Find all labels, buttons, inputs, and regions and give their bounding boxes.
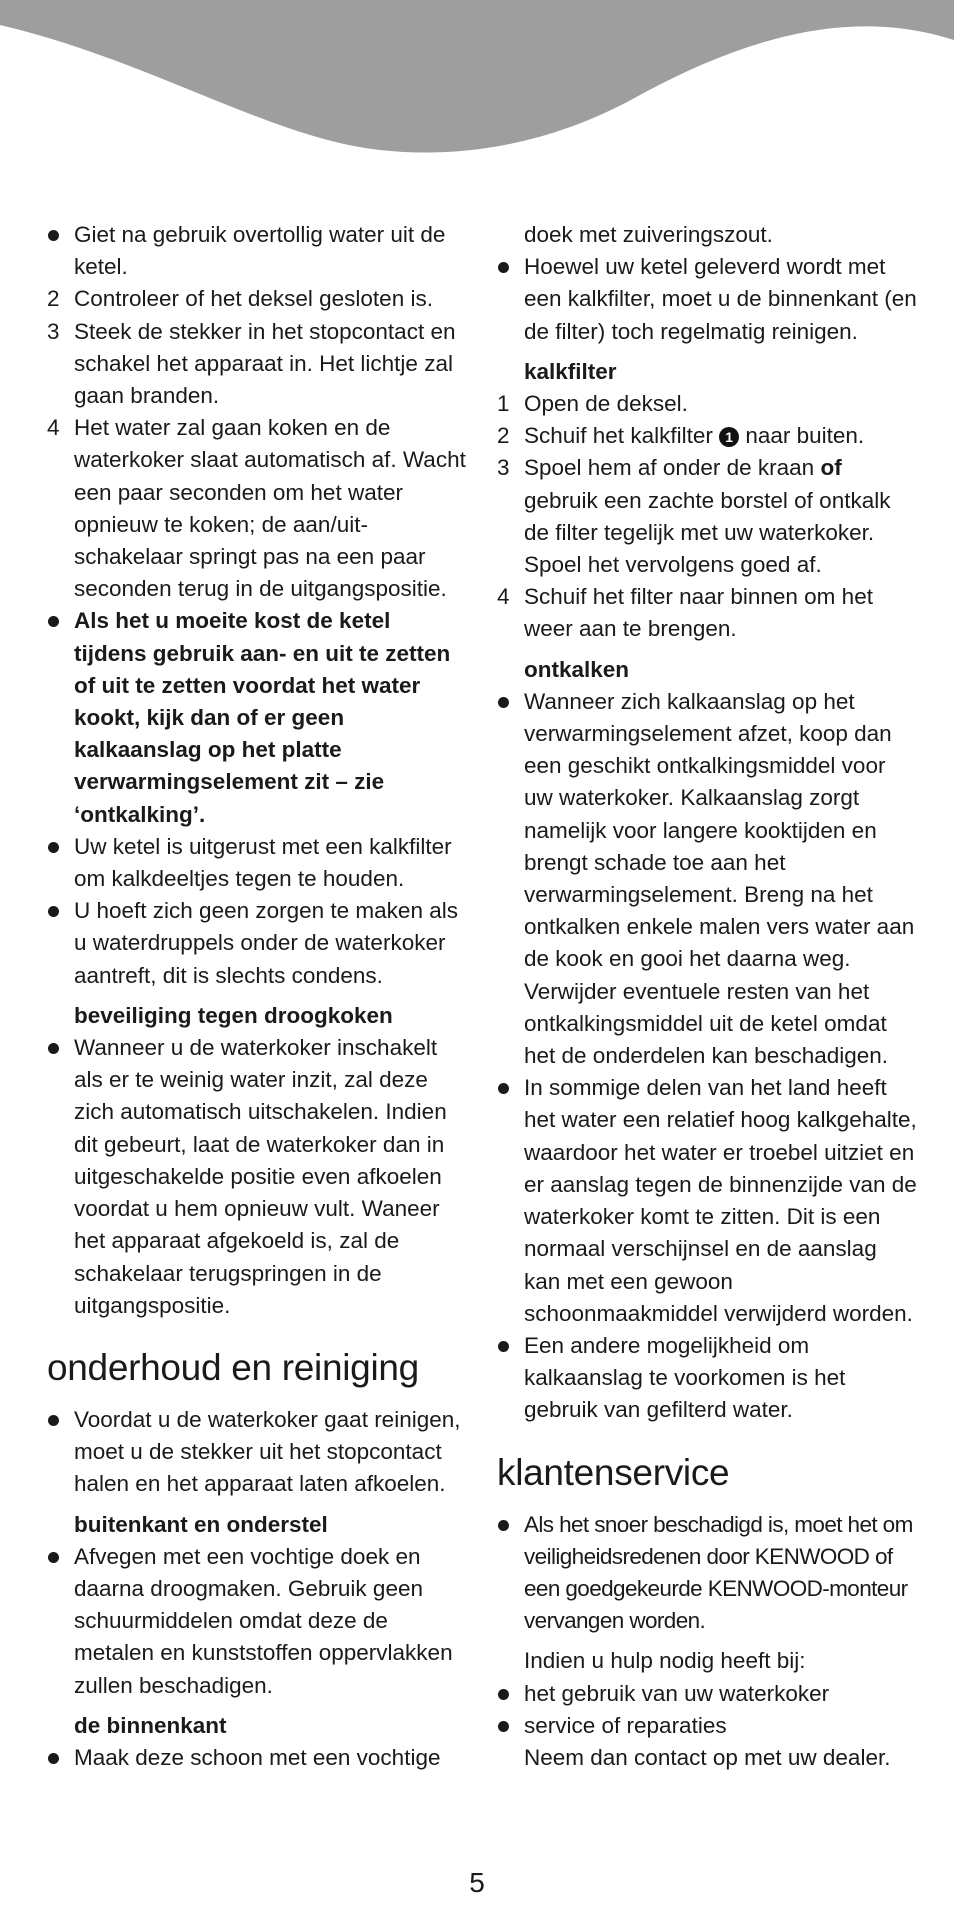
step-item: 4 Schuif het filter naar binnen om het weer aan te brengen. (497, 581, 917, 645)
bullet-icon (48, 842, 59, 853)
right-column (497, 219, 917, 1774)
subheading-dry-boil: beveiliging tegen droogkoken (74, 1002, 393, 1028)
list-item: In sommige delen van het land heeft het water een relatief hoog kalkgehalte, waardoor het water er troebel uitziet en er aanslag tegen de binnenzijde van de waterkoker komt te zitten. Dit is een normaal verschijnsel en de aanslag kan met een gewoon schoonmaakmiddel verwijderd worden. (497, 1072, 917, 1330)
step-number: 4 (47, 415, 60, 441)
left-column (47, 219, 467, 1774)
continued-text: doek met zuiveringszout. (524, 222, 773, 247)
list-item: Uw ketel is uitgerust met een kalkfilter om kalkdeeltjes tegen te houden. (47, 831, 467, 895)
list-item: Maak deze schoon met een vochtige (47, 1742, 467, 1774)
bullet-icon (498, 1721, 509, 1732)
bullet-icon (498, 262, 509, 273)
bullet-icon (48, 230, 59, 241)
section-heading-maintenance: onderhoud en reiniging (47, 1346, 419, 1388)
list-item: Wanneer zich kalkaanslag op het verwarmingselement afzet, koop dan een geschikt ontkalkingsmiddel voor uw waterkoker. Kalkaanslag zorgt namelijk voor langere kooktijden en brengt schade toe aan het verwarmingselement. Breng na het ontkalken enkele malen vers water aan de kook en gooi het daarna weg. Verwijder eventuele resten van het ontkalkingsmiddel uit de ketel omdat het de onderdelen kan beschadigen. (497, 686, 917, 1072)
step-item: 4 Het water zal gaan koken en de waterkoker slaat automatisch af. Wacht een paar seconden om het water opnieuw te koken; de aan/uit-schakelaar springt pas na een paar seconden terug in de uitgangspositie. (47, 412, 467, 605)
subheading-descale: ontkalken (524, 656, 630, 682)
bullet-icon (498, 697, 509, 708)
bullet-icon (498, 1520, 509, 1531)
bullet-icon (48, 1415, 59, 1426)
page-number: 5 (469, 1867, 485, 1898)
list-item: Als het snoer beschadigd is, moet het om veiligheidsredenen door KENWOOD of een goedgekeurde KENWOOD-monteur vervangen worden. (497, 1509, 917, 1638)
list-item: het gebruik van uw waterkoker (497, 1678, 917, 1710)
help-intro: Indien u hulp nodig heeft bij: (524, 1648, 806, 1674)
subheading-outside: buitenkant en onderstel (74, 1511, 328, 1537)
step-item: 3 Spoel hem af onder de kraan of gebruik een zachte borstel of ontkalk de filter tegelijk met uw waterkoker. Spoel het vervolgens goed af. (497, 452, 917, 581)
bullet-icon (48, 906, 59, 917)
step-number: 2 (47, 286, 60, 312)
step-item: 3 Steek de stekker in het stopcontact en schakel het apparaat in. Het lichtje zal gaan branden. (47, 316, 467, 413)
list-item: service of reparaties (497, 1710, 917, 1742)
bullet-icon (48, 616, 59, 627)
bullet-icon (498, 1341, 509, 1352)
bullet-icon (48, 1043, 59, 1054)
section-heading-service: klantenservice (497, 1451, 730, 1493)
bullet-icon (498, 1083, 509, 1094)
bullet-icon (48, 1552, 59, 1563)
step-number: 3 (47, 318, 60, 344)
subheading-inside: de binnenkant (74, 1712, 227, 1738)
list-item: Een andere mogelijkheid om kalkaanslag te voorkomen is het gebruik van gefilterd water. (497, 1330, 917, 1427)
step-item: 2 Schuif het kalkfilter 1 naar buiten. (497, 420, 917, 452)
header-wave-graphic (0, 0, 954, 160)
list-item: Afvegen met een vochtige doek en daarna droogmaken. Gebruik geen schuurmiddelen omdat deze de metalen en kunststoffen oppervlakken zullen beschadigen. (47, 1541, 467, 1702)
bullet-icon (498, 1689, 509, 1700)
step-item: 2 Controleer of het deksel gesloten is. (47, 283, 467, 315)
step-number: 2 (497, 423, 510, 449)
list-item: Hoewel uw ketel geleverd wordt met een kalkfilter, moet u de binnenkant (en de filter) toch regelmatig reinigen. (497, 251, 917, 348)
bullet-icon (48, 1753, 59, 1764)
list-item: Wanneer u de waterkoker inschakelt als er te weinig water inzit, zal deze zich automatisch uitschakelen. Indien dit gebeurt, laat de waterkoker dan in uitgeschakelde positie even afkoelen voordat u hem opnieuw vult. Waneer het apparaat afgekoeld is, zal de schakelaar terugspringen in de uitgangspositie. (47, 1032, 467, 1322)
step-number: 1 (497, 391, 510, 417)
list-item: Voordat u de waterkoker gaat reinigen, moet u de stekker uit het stopcontact halen en het apparaat laten afkoelen. (47, 1404, 467, 1501)
figure-reference-icon: 1 (719, 427, 739, 447)
list-item: Giet na gebruik overtollig water uit de ketel. (47, 219, 467, 283)
warning-item: Als het u moeite kost de ketel tijdens gebruik aan- en uit te zetten of uit te zetten voordat het water kookt, kijk dan of er geen kalkaanslag op het platte verwarmingselement zit – zie ‘ontkalking’. (47, 605, 467, 830)
list-item: U hoeft zich geen zorgen te maken als u waterdruppels onder de waterkoker aantreft, dit is slechts condens. (47, 895, 467, 992)
step-number: 4 (497, 584, 510, 610)
subheading-filter: kalkfilter (524, 358, 617, 384)
step-number: 3 (497, 455, 510, 481)
step-item: 1 Open de deksel. (497, 388, 917, 420)
contact-text: Neem dan contact op met uw dealer. (524, 1744, 891, 1770)
